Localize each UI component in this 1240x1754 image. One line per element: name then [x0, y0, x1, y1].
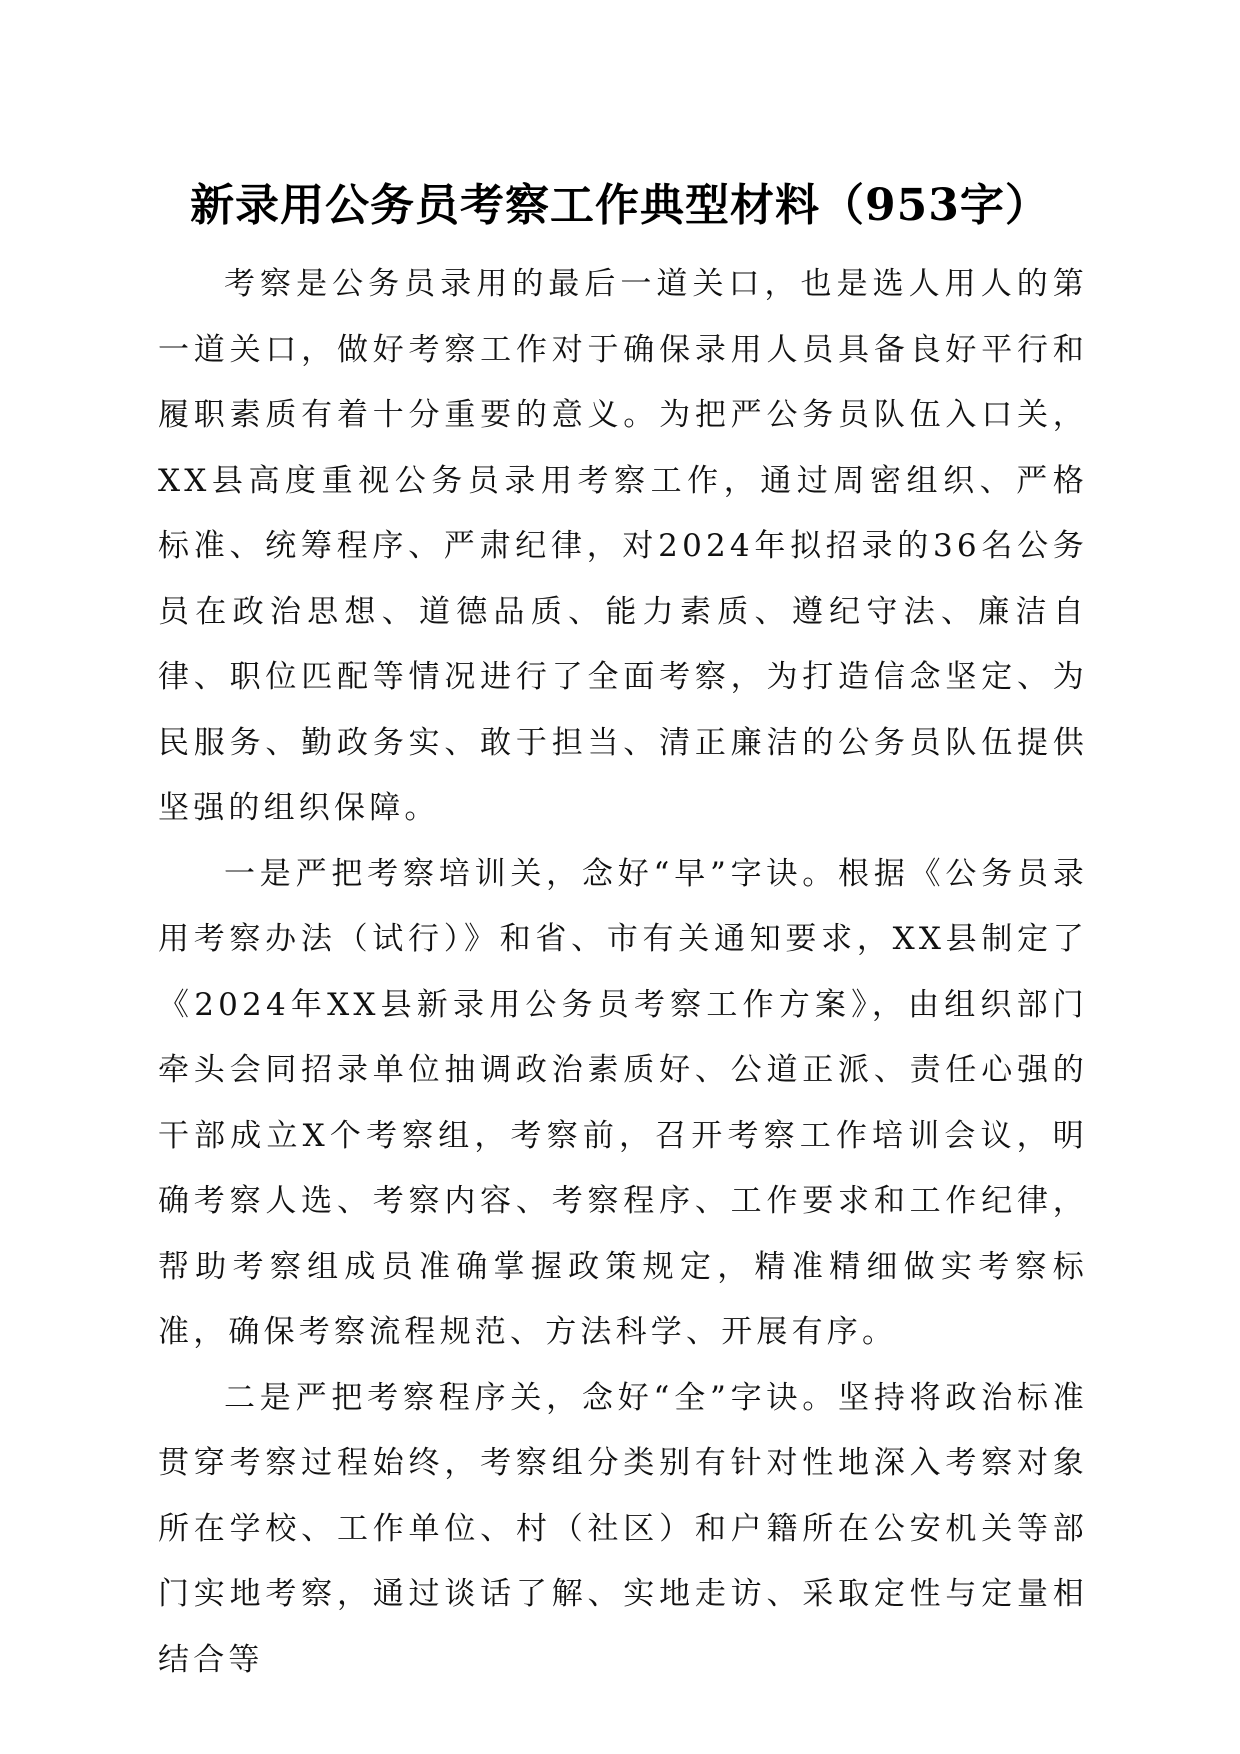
document-title: 新录用公务员考察工作典型材料（953字） — [190, 180, 1050, 231]
paragraph-intro: 考察是公务员录用的最后一道关口，也是选人用人的第一道关口，做好考察工作对于确保录用人员具备良好平行和履职素质有着十分重要的意义。为把严公务员队伍入口关，XX县高度重视公务员录用考察工作，通过周密组织、严格标准、统筹程序、严肃纪律，对2024年拟招录的36名公务员在政治思想、道德品质、能力素质、遵纪守法、廉洁自律、职位匹配等情况进行了全面考察，为打造信念坚定、为民服务、勤政务实、敢于担当、清正廉洁的公务员队伍提供坚强的组织保障。 — [158, 266, 1088, 826]
paragraph-training: 一是严把考察培训关，念好“早”字诀。根据《公务员录用考察办法（试行）》和省、市有关通知要求，XX县制定了《2024年XX县新录用公务员考察工作方案》，由组织部门牵头会同招录单位抽调政治素质好、公道正派、责任心强的干部成立X个考察组，考察前，召开考察工作培训会议，明确考察人选、考察内容、考察程序、工作要求和工作纪律，帮助考察组成员准确掌握政策规定，精准精细做实考察标准，确保考察流程规范、方法科学、开展有序。 — [158, 855, 1088, 1350]
paragraph-procedure: 二是严把考察程序关，念好“全”字诀。坚持将政治标准贯穿考察过程始终，考察组分类别有针对性地深入考察对象所在学校、工作单位、村（社区）和户籍所在公安机关等部门实地考察，通过谈话了解、实地走访、采取定性与定量相结合等 — [158, 1379, 1088, 1678]
document-body — [158, 252, 1088, 1693]
